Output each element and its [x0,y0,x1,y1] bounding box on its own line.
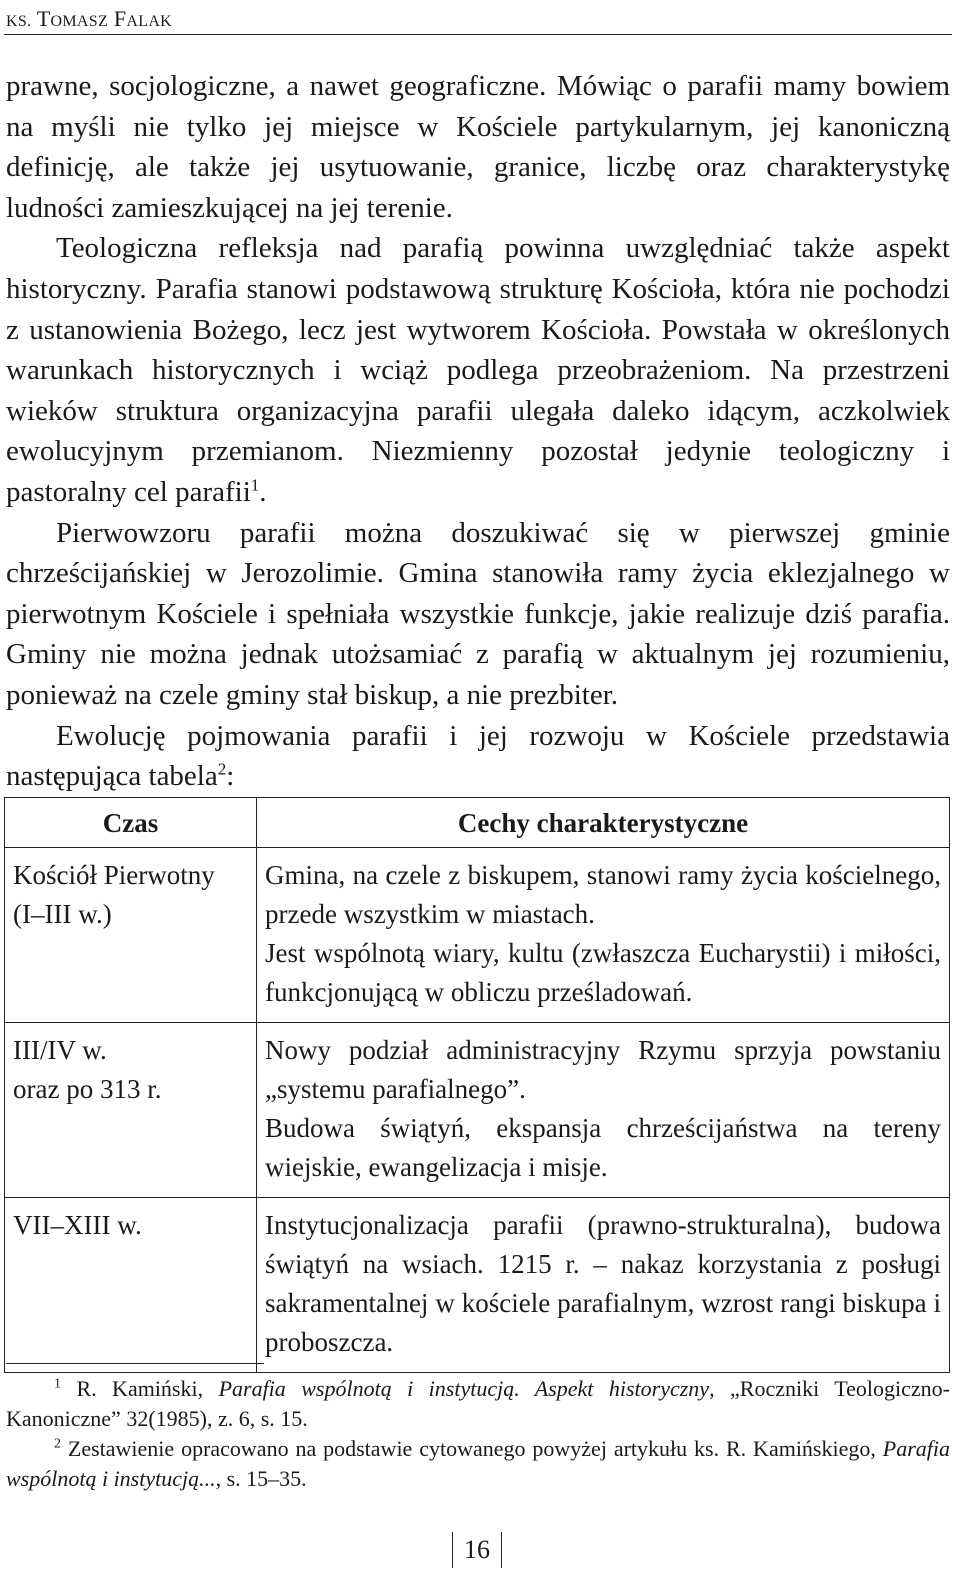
time-line: III/IV w. [13,1035,107,1065]
author-initial-k: K [6,13,18,30]
feature-text: Gmina, na czele z biskupem, stanowi ramy życia kościelnego, przede wszystkim w miastach. [265,860,941,929]
author-abbrev-ks: S. [17,13,32,30]
table-row [5,848,950,1023]
paragraph-2-end: . [259,475,267,508]
page-number: 16 [452,1532,502,1568]
features-cell [257,848,950,1023]
footnote-1-source: , „Roczniki Teologiczno-Kanoniczne” 32(1985), z. 6, s. 15. [6,1376,950,1431]
table-header-row [5,798,950,848]
time-cell [5,848,257,1023]
feature-text: Instytucjonalizacja parafii (prawno-strukturalna), budowa świątyń na wsiach. 1215 r. – nakaz korzystania z posługi sakramentalnej w kościele parafialnym, wzrost rangi biskupa i proboszcza. [265,1210,941,1357]
footnote-separator [6,1363,264,1364]
time-line: Kościół Pierwotny [13,860,215,890]
author-initial-t: T [36,6,51,31]
paragraph-4-end: : [226,760,235,793]
header-features: Cechy charakterystyczne [257,798,950,848]
feature-text: Nowy podział administracyjny Rzymu sprzyja powstaniu „systemu parafialnego”. [265,1035,941,1104]
paragraph-2-text: Teologiczna refleksja nad parafią powinna uwzględniać także aspekt historyczny. Parafia stanowi podstawową strukturę Kościoła, która nie pochodzi z ustanowienia Bożego, lecz jest wytworem Kościoła. Powstała w określonych warunkach historycznych i wciąż podlega przeobrażeniom. Na przestrzeni wieków struktura organizacyjna parafii ulegała daleko idącym, aczkolwiek ewolucyjnym przemianom. Niezmienny pozostał jedynie teologiczny i pastoralny cel parafii [6,232,950,508]
time-line: VII–XIII w. [13,1210,142,1240]
footnote-2-number: 2 [54,1436,61,1452]
features-cell [257,1198,950,1373]
footnote-2-text: Zestawienie opracowano na podstawie cytowanego powyżej artykułu ks. R. Kamińskiego, [61,1436,883,1461]
footnote-2 [6,1434,950,1494]
header-author [6,6,172,32]
paragraph-1: prawne, socjologiczne, a nawet geograficzne. Mówiąc o parafii mamy bowiem na myśli nie tylko jej miejsce w Kościele partykularnym, jej kanoniczną definicję, ale także jej usytuowanie, granice, liczbę oraz charakterystykę ludności zamieszkującej na jej terenie. [6,70,950,224]
author-last-name-rest: ALAK [126,13,173,30]
footnote-2-pages: , s. 15–35. [215,1466,307,1491]
footnote-1-text: R. Kamiński, [61,1376,219,1401]
footnote-ref-2: 2 [217,759,227,779]
features-cell [257,1023,950,1198]
footnote-1-title: Parafia wspólnotą i instytucją. Aspekt historyczny [218,1376,710,1401]
paragraph-2 [6,228,950,512]
footnotes [6,1374,950,1494]
table-row [5,1198,950,1373]
paragraph-4 [6,716,950,797]
time-line: (I–III w.) [13,899,112,929]
feature-text: Budowa świątyń, ekspansja chrześcijaństwa na tereny wiejskie, ewangelizacja i misje. [265,1113,941,1182]
author-first-name-rest: OMASZ [50,13,109,30]
paragraph-3: Pierwowzoru parafii można doszukiwać się w pierwszej gminie chrześcijańskiej w Jerozolimie. Gmina stanowiła ramy życia eklezjalnego w pierwotnym Kościele i spełniała wszystkie funkcje, jakie realizuje dziś parafia. Gminy nie można jednak utożsamiać z parafią w aktualnym jej rozumieniu, ponieważ na czele gminy stał biskup, a nie prezbiter. [6,516,950,711]
header-time: Czas [5,798,257,848]
footnote-2-title: Parafia wspólnotą i instytucją... [6,1436,950,1491]
running-header [4,2,952,35]
footnote-1-number: 1 [54,1376,61,1392]
feature-text: Jest wspólnotą wiary, kultu (zwłaszcza Eucharystii) i miłości, funkcjonującą w obliczu prześladowań. [265,938,941,1007]
history-table [4,797,950,1373]
time-line: oraz po 313 r. [13,1074,162,1104]
footnote-ref-1: 1 [250,475,260,495]
time-cell [5,1023,257,1198]
paragraph-4-text: Ewolucję pojmowania parafii i jej rozwoju w Kościele przedstawia następująca tabela [6,719,950,793]
table-row [5,1023,950,1198]
footnote-1 [6,1374,950,1434]
author-initial-f: F [113,6,127,31]
body-text [6,66,950,797]
time-cell [5,1198,257,1373]
